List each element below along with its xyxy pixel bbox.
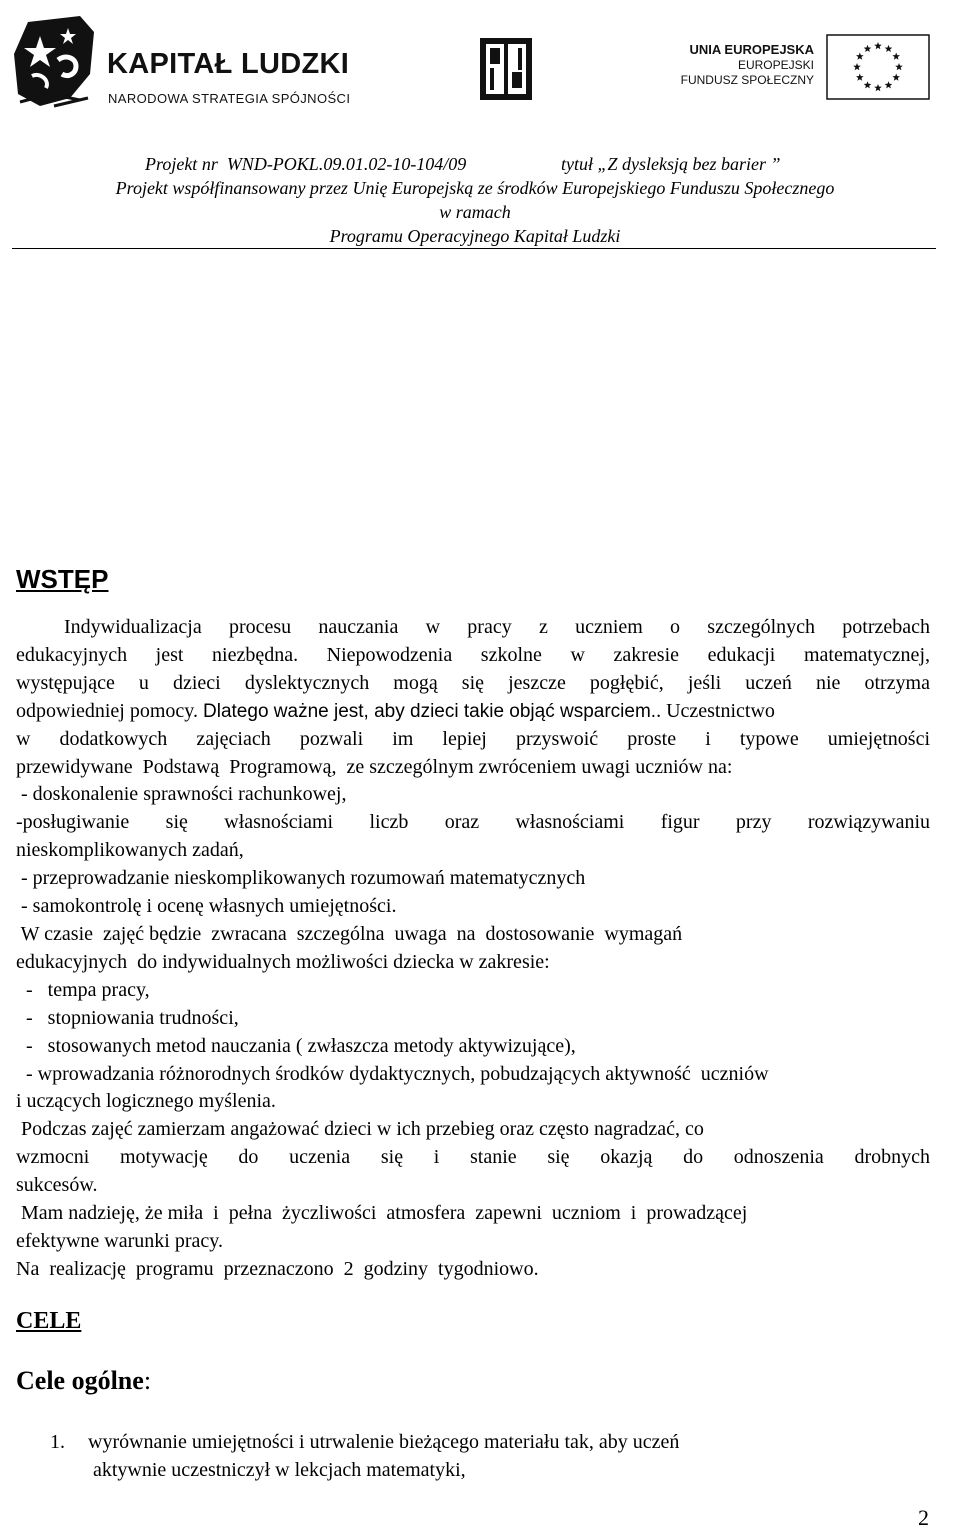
eu-logo-line1: UNIA EUROPEJSKA: [689, 42, 814, 57]
bullet-item: -posługiwanie się własnościami liczb oraz własnościami figur przy rozwiązywaniu: [16, 811, 930, 834]
kapital-ludzki-logo: [10, 14, 350, 114]
project-within: w ramach: [439, 202, 511, 222]
paragraph-line: wzmocni motywację do uczenia się i stanie się okazją do odnoszenia drobnych: [16, 1146, 930, 1169]
paragraph-line: Na realizację programu przeznaczono 2 godziny tygodniowo.: [16, 1257, 539, 1280]
paragraph-text: . Uczestnictwo: [656, 699, 775, 722]
project-number: Projekt nr WND-POKL.09.01.02-10-104/09: [145, 154, 467, 174]
page-number: 2: [918, 1505, 929, 1530]
paragraph-line: W czasie zajęć będzie zwracana szczególna uwaga na dostosowanie wymagań: [16, 922, 683, 945]
bullet-item: - stosowanych metod nauczania ( zwłaszcza metody aktywizujące),: [16, 1034, 576, 1057]
paragraph-line: sukcesów.: [16, 1174, 98, 1197]
bullet-item: nieskomplikowanych zadań,: [16, 839, 244, 862]
kapital-ludzki-title: KAPITAŁ LUDZKI: [107, 48, 350, 80]
eu-logo-line3: FUNDUSZ SPOŁECZNY: [680, 73, 814, 88]
bullet-item: - przeprowadzanie nieskomplikowanych rozumowań matematycznych: [16, 867, 586, 890]
project-cofinanced: Projekt współfinansowany przez Unię Europejską ze środków Europejskiego Funduszu Społecznego: [115, 178, 835, 198]
paragraph-line-mixed: [16, 698, 930, 726]
paragraph-line: edukacyjnych do indywidualnych możliwości dziecka w zakresie:: [16, 950, 550, 973]
intro-paragraph: [16, 614, 930, 1284]
project-title: tytuł „Z dysleksją bez barier ”: [561, 154, 781, 174]
section-heading-wstep: WSTĘP: [16, 564, 109, 594]
paragraph-line: Podczas zajęć zamierzam angażować dzieci w ich przebieg oraz często nagradzać, co: [16, 1118, 704, 1141]
bullet-item: - wprowadzania różnorodnych środków dydaktycznych, pobudzających aktywność uczniów: [16, 1062, 769, 1085]
paragraph-line: Mam nadzieję, że miła i pełna życzliwości atmosfera zapewni uczniom i prowadzącej: [16, 1202, 748, 1225]
list-item-line: wyrównanie umiejętności i utrwalenie bieżącego materiału tak, aby uczeń: [88, 1431, 680, 1453]
header-divider: [12, 248, 936, 249]
list-item-number: 1.: [50, 1431, 65, 1453]
bullet-item: - samokontrolę i ocenę własnych umiejętności.: [16, 895, 397, 918]
subsection-heading-colon: :: [143, 1366, 152, 1395]
project-programme: Programu Operacyjnego Kapitał Ludzki: [329, 226, 621, 246]
kapital-ludzki-subtitle: NARODOWA STRATEGIA SPÓJNOŚCI: [108, 91, 351, 106]
eu-logo: [668, 34, 930, 102]
eu-flag-icon: [826, 34, 930, 100]
bullet-item: i uczących logicznego myślenia.: [16, 1090, 276, 1113]
subsection-heading-text: Cele ogólne: [16, 1366, 144, 1395]
section-heading-cele: CELE: [16, 1308, 82, 1334]
paragraph-line: w dodatkowych zajęciach pozwali im lepiej przyswoić proste i typowe umiejętności: [16, 727, 930, 750]
pd-logo: [480, 38, 532, 100]
bullet-item: - doskonalenie sprawności rachunkowej,: [16, 783, 347, 806]
pd-monogram-logo-icon: [480, 38, 532, 100]
subsection-heading-cele-ogolne: [16, 1366, 151, 1396]
bullet-item: - tempa pracy,: [16, 978, 150, 1001]
bullet-item: - stopniowania trudności,: [16, 1006, 239, 1029]
paragraph-line: występujące u dzieci dyslektycznych mogą się jeszcze pogłębić, jeśli uczeń nie otrzyma: [16, 671, 930, 694]
list-item-line: aktywnie uczestniczył w lekcjach matematyki,: [88, 1459, 466, 1481]
paragraph-text: odpowiedniej pomocy.: [16, 699, 199, 722]
paragraph-line: przewidywane Podstawą Programową, ze szczególnym zwróceniem uwagi uczniów na:: [16, 755, 733, 778]
paragraph-line: efektywne warunki pracy.: [16, 1229, 223, 1252]
paragraph-line: edukacyjnych jest niezbędna. Niepowodzenia szkolne w zakresie edukacji matematycznej,: [16, 643, 930, 666]
support-sentence: Dlatego ważne jest, aby dzieci takie objąć wsparciem.: [203, 700, 657, 722]
list-item: [88, 1428, 679, 1484]
star-figure-logo-icon: [10, 14, 102, 114]
eu-logo-line2: EUROPEJSKI: [737, 58, 814, 73]
paragraph-line: Indywidualizacja procesu nauczania w pracy z uczniem o szczególnych potrzebach: [64, 616, 930, 638]
document-body: [16, 562, 930, 1284]
